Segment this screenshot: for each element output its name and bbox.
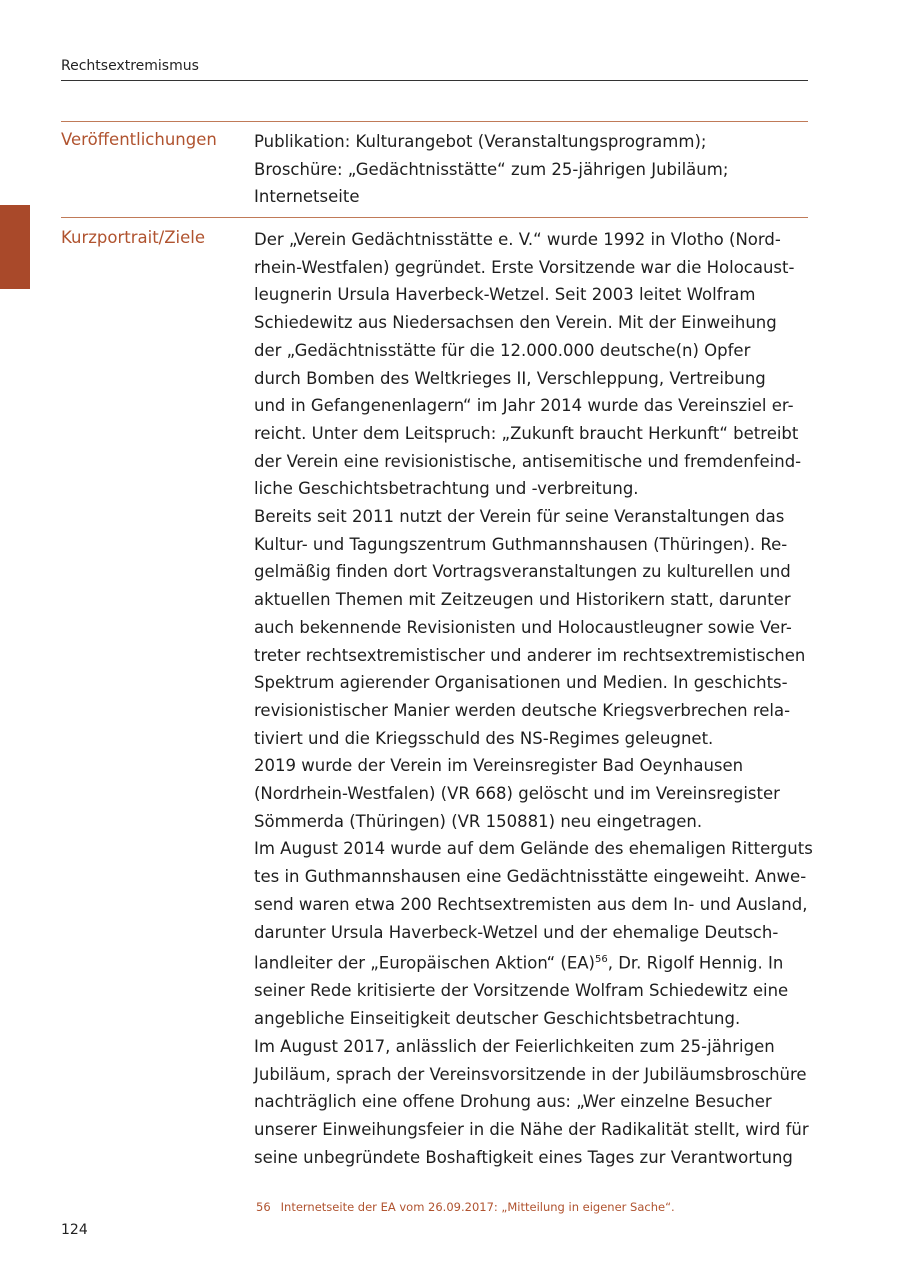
body-line: Der „Verein Gedächtnisstätte e. V.“ wurde 1992 in Vlotho (Nord-: [254, 230, 781, 249]
body-line: Kultur- und Tagungszentrum Guthmannshausen (Thüringen). Re-: [254, 534, 788, 554]
body-line: durch Bomben des Weltkrieges II, Verschleppung, Vertreibung: [254, 368, 766, 388]
header-rule: [61, 80, 808, 81]
body-line: aktuellen Themen mit Zeitzeugen und Historikern statt, darunter: [254, 590, 791, 610]
body-line: Jubiläum, sprach der Vereinsvorsitzende in der Jubiläumsbroschüre: [254, 1064, 807, 1084]
section-label-publications: Veröffentlichungen: [61, 130, 217, 149]
body-line-with-footnote-ref: [254, 946, 814, 977]
body-line: seiner Rede kritisierte der Vorsitzende Wolfram Schiedewitz eine: [254, 981, 789, 1001]
body-line: treter rechtsextremistischer und anderer im rechtsextremistischen: [254, 645, 806, 665]
page-number: 124: [61, 1222, 88, 1238]
body-line: der Verein eine revisionistische, antisemitische und fremdenfeind-: [254, 451, 802, 471]
footnote-text: Internetseite der EA vom 26.09.2017: „Mitteilung in eigener Sache“.: [280, 1200, 675, 1214]
section-divider: [61, 217, 808, 218]
body-line: nachträglich eine offene Drohung aus: „Wer einzelne Besucher: [254, 1092, 772, 1112]
body-line: unserer Einweihungsfeier in die Nähe der Radikalität stellt, wird für: [254, 1120, 809, 1139]
body-line: Publikation: Kulturangebot (Veranstaltungsprogramm);: [254, 132, 707, 151]
footnote-ref-before: landleiter der „Europäischen Aktion“ (EA): [254, 953, 595, 973]
body-line: der „Gedächtnisstätte für die 12.000.000 deutsche(n) Opfer: [254, 340, 751, 360]
section-body-publications: [254, 128, 814, 211]
footnote-ref-after: , Dr. Rigolf Hennig. In: [607, 953, 784, 973]
body-line: Internetseite: [254, 187, 360, 207]
footnote-number: 56: [256, 1200, 271, 1214]
running-head: Rechtsextremismus: [61, 58, 199, 74]
body-line: 2019 wurde der Verein im Vereinsregister Bad Oeynhausen: [254, 756, 744, 776]
body-line: Bereits seit 2011 nutzt der Verein für seine Veranstaltungen das: [254, 507, 785, 527]
body-line: Im August 2017, anlässlich der Feierlichkeiten zum 25-jährigen: [254, 1036, 775, 1056]
body-line: send waren etwa 200 Rechtsextremisten aus dem In- und Ausland,: [254, 894, 808, 914]
body-line: auch bekennende Revisionisten und Holocaustleugner sowie Ver-: [254, 617, 792, 637]
section-body-portrait: [254, 226, 814, 1171]
footnote: [256, 1200, 675, 1214]
body-line: liche Geschichtsbetrachtung und -verbreitung.: [254, 479, 639, 499]
body-line: Broschüre: „Gedächtnisstätte“ zum 25-jährigen Jubiläum;: [254, 159, 729, 179]
body-line: darunter Ursula Haverbeck-Wetzel und der ehemalige Deutsch-: [254, 922, 779, 942]
body-line: revisionistischer Manier werden deutsche Kriegsverbrechen rela-: [254, 700, 791, 720]
section-label-portrait: Kurzportrait/Ziele: [61, 228, 206, 247]
section-divider: [61, 121, 808, 122]
body-line: und in Gefangenenlagern“ im Jahr 2014 wurde das Vereinsziel er-: [254, 396, 794, 416]
body-line: leugnerin Ursula Haverbeck-Wetzel. Seit 2003 leitet Wolfram: [254, 285, 756, 305]
footnote-reference[interactable]: 56: [594, 954, 608, 966]
body-line: tiviert und die Kriegsschuld des NS-Regimes geleugnet.: [254, 728, 714, 748]
body-line: rhein-Westfalen) gegründet. Erste Vorsitzende war die Holocaust-: [254, 257, 795, 277]
chapter-side-tab: [0, 205, 30, 289]
body-line: seine unbegründete Boshaftigkeit eines Tages zur Verantwortung: [254, 1147, 793, 1167]
body-line: Schiedewitz aus Niedersachsen den Verein. Mit der Einweihung: [254, 313, 777, 333]
body-line: tes in Guthmannshausen eine Gedächtnisstätte eingeweiht. Anwe-: [254, 867, 807, 887]
body-line: gelmäßig finden dort Vortragsveranstaltungen zu kulturellen und: [254, 562, 791, 582]
body-line: Spektrum agierender Organisationen und Medien. In geschichts-: [254, 673, 788, 693]
body-line: angebliche Einseitigkeit deutscher Geschichtsbetrachtung.: [254, 1009, 741, 1029]
body-line: Sömmerda (Thüringen) (VR 150881) neu eingetragen.: [254, 811, 703, 831]
body-line: (Nordrhein-Westfalen) (VR 668) gelöscht und im Vereinsregister: [254, 784, 780, 804]
body-line: reicht. Unter dem Leitspruch: „Zukunft braucht Herkunft“ betreibt: [254, 423, 799, 443]
body-line: Im August 2014 wurde auf dem Gelände des ehemaligen Ritterguts: [254, 839, 813, 859]
